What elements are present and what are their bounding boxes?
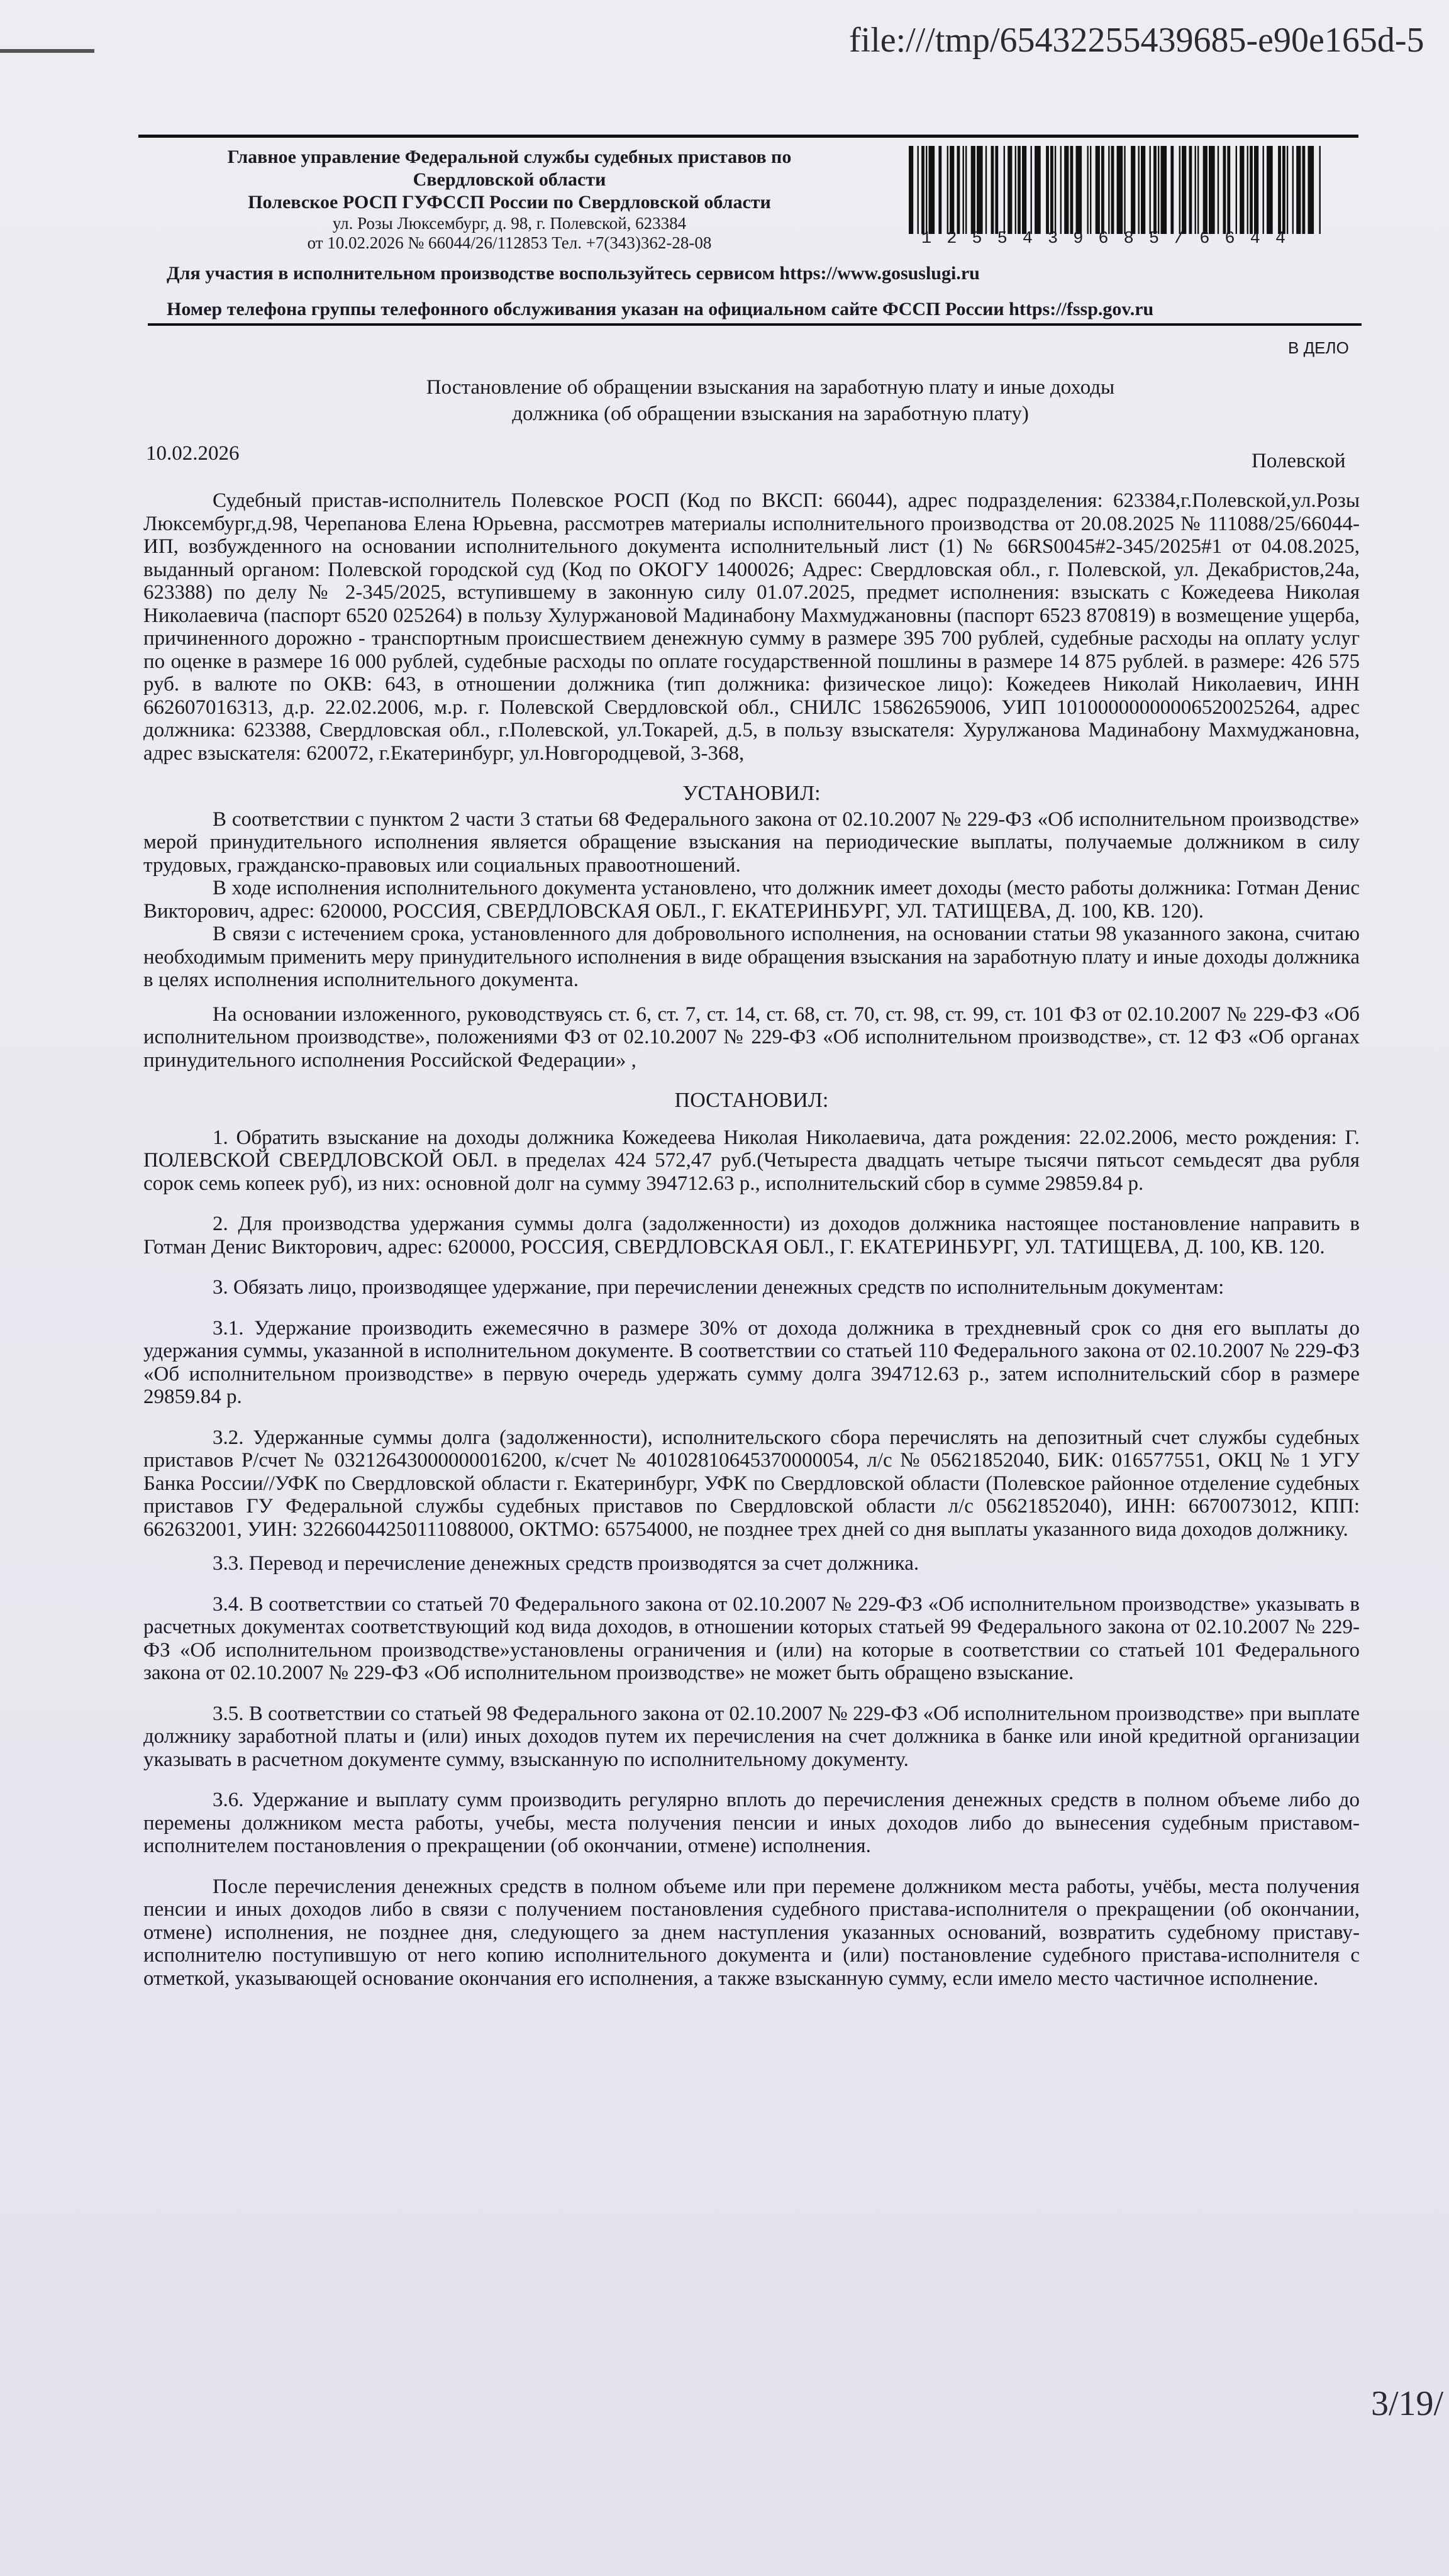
decision-item-3: 3. Обязать лицо, производящее удержание, при перечислении денежных средств по исполнительным документам: xyxy=(213,1276,1224,1299)
phone-note: Номер телефона группы телефонного обслуживания указан на официальном сайте ФССП России https://fssp.gov.ru xyxy=(167,299,1154,319)
header-rule-bottom xyxy=(148,323,1362,326)
decision-item-3-1: 3.1. Удержание производить ежемесячно в размере 30% от дохода должника в трехдневный срок со дня его выплаты до удержания суммы, указанной в исполнительном документе. В соответствии со статьей 110 Федерального закона от 02.10.2007 № 229-ФЗ «Об исполнительном производстве» в первую очередь удержать сумму долга 394712.63 р., затем исполнительский сбор в размере 29859.84 р. xyxy=(143,1316,1360,1408)
document-city: Полевской xyxy=(1252,450,1346,472)
org-block xyxy=(170,146,849,253)
established-p2: В ходе исполнения исполнительного документа установлено, что должник имеет доходы (место работы должника: Готман Денис Викторович, адрес: 620000, РОССИЯ, СВЕРДЛОВСКАЯ ОБЛ., Г. ЕКАТЕРИНБУРГ, УЛ. ТАТИЩЕВА, Д. 100, КВ. 120). xyxy=(143,877,1360,923)
file-url: file:///tmp/65432255439685-e90e165d-5 xyxy=(849,21,1424,60)
established-p4: На основании изложенного, руководствуясь ст. 6, ст. 7, ст. 14, ст. 68, ст. 70, ст. 98, ст. 99, ст. 101 ФЗ от 02.10.2007 № 229-ФЗ «Об исполнительном производстве», положениями ФЗ от 02.10.2007 № 229-ФЗ «Об исполнительном производстве», ст. 12 ФЗ «Об органах принудительного исполнения Российской Федерации» , xyxy=(143,1002,1360,1072)
barcode-number: 1255439685/6644 xyxy=(921,230,1301,248)
postanovil-heading: ПОСТАНОВИЛ: xyxy=(674,1089,829,1112)
document-body xyxy=(143,489,1360,1990)
decision-item-3-6: 3.6. Удержание и выплату сумм производить регулярно вплоть до перечисления денежных средств в полном объеме либо до перемены должником места работы, учебы, места получения пенсии и иных доходов либо до вынесения судебным приставом-исполнителем постановления о прекращении (об окончании, отмене) исполнения. xyxy=(143,1789,1360,1857)
v-delo-mark: В ДЕЛО xyxy=(1288,338,1349,357)
title-line1: Постановление об обращении взыскания на заработную плату и иные доходы xyxy=(426,376,1115,399)
org-ref: от 10.02.2026 № 66044/26/112853 Тел. +7(343)362-28-08 xyxy=(307,233,712,252)
decision-item-3-5: 3.5. В соответствии со статьей 98 Федерального закона от 02.10.2007 № 229-ФЗ «Об исполнительном производстве» при выплате должнику заработной платы и (или) иных доходов путем их перечисления на счет должника в банке или иной кредитной организации указывать в расчетном документе сумму, взысканную по исполнительному документу. xyxy=(143,1702,1360,1771)
org-line1: Главное управление Федеральной службы судебных приставов по xyxy=(227,147,792,167)
title-line2: должника (об обращении взыскания на заработную плату) xyxy=(512,402,1029,425)
document-title xyxy=(283,374,1258,427)
barcode xyxy=(909,146,1324,234)
decision-item-3-2: 3.2. Удержанные суммы долга (задолженности), исполнительского сбора перечислять на депозитный счет службы судебных приставов Р/счет № 03212643000000016200, к/счет № 40102810645370000054, л/с № 05621852040, БИК: 016577551, ОКЦ № 1 УГУ Банка России//УФК по Свердловской области г. Екатеринбург, УФК по Свердловской области (Полевское районное отделение судебных приставов ГУ Федеральной службы судебных приставов по Свердловской области л/с 05621852040), ИНН: 6670073012, КПП: 662632001, УИН: 32266044250111088000, ОКТМО: 65754000, не позднее трех дней со дня выплаты указанного вида доходов должнику. xyxy=(143,1426,1360,1541)
document-date: 10.02.2026 xyxy=(146,442,240,465)
org-line3: Полевское РОСП ГУФССП России по Свердловской области xyxy=(248,192,771,213)
org-address: ул. Розы Люксембург, д. 98, г. Полевской, 623384 xyxy=(332,214,687,233)
page-number: 3/19/ xyxy=(1371,2384,1444,2423)
established-p3: В связи с истечением срока, установленного для добровольного исполнения, на основании статьи 98 указанного закона, считаю необходимым применить меру принудительного исполнения в виде обращения взыскания на заработную плату и иные доходы должника в целях исполнения исполнительного документа. xyxy=(143,923,1360,991)
edge-mark xyxy=(0,49,94,53)
header-rule-top xyxy=(138,135,1358,138)
ustanovil-heading: УСТАНОВИЛ: xyxy=(682,782,821,805)
gosuslugi-note: Для участия в исполнительном производстве воспользуйтесь сервисом https://www.gosuslugi.ru xyxy=(167,263,980,284)
decision-item-3-4: 3.4. В соответствии со статьей 70 Федерального закона от 02.10.2007 № 229-ФЗ «Об исполнительном производстве» указывать в расчетных документах соответствующий код вида доходов, в отношении которых статьей 99 Федерального закона от 02.10.2007 № 229-ФЗ «Об исполнительном производстве»установлены ограничения и (или) на которые в соответствии со статьей 101 Федерального закона от 02.10.2007 № 229-ФЗ «Об исполнительном производстве» не может быть обращено взыскание. xyxy=(143,1592,1360,1684)
established-p1: В соответствии с пунктом 2 части 3 статьи 68 Федерального закона от 02.10.2007 № 229-ФЗ «Об исполнительном производстве» мерой принудительного исполнения является обращение взыскания на периодические выплаты, получаемые должником в силу трудовых, гражданско-правовых или социальных правоотношений. xyxy=(143,808,1360,877)
decision-item-1: 1. Обратить взыскание на доходы должника Кожедеева Николая Николаевича, дата рождения: 22.02.2006, место рождения: Г. ПОЛЕВСКОЙ СВЕРДЛОВСКОЙ ОБЛ. в пределах 424 572,47 руб.(Четыреста двадцать четыре тысячи пятьсот семьдесят два рубля сорок семь копеек руб), из них: основной долг на сумму 394712.63 р., исполнительский сбор в сумме 29859.84 р. xyxy=(143,1126,1360,1195)
decision-item-3-3: 3.3. Перевод и перечисление денежных средств производятся за счет должника. xyxy=(213,1552,919,1575)
final-paragraph: После перечисления денежных средств в полном объеме или при перемене должником места работы, учёбы, места получения пенсии и иных доходов либо в связи с получением постановления судебного пристава-исполнителя о прекращении (об окончании, отмене) исполнения, не позднее дня, следующего за днем наступления указанных оснований, возвратить судебному приставу-исполнителю поступившую от него копию исполнительного документа и (или) постановление судебного пристава-исполнителя с отметкой, указывающей основание окончания его исполнения, а также взысканную сумму, если имело место частичное исполнение. xyxy=(143,1875,1360,1990)
org-line2: Свердловской области xyxy=(413,169,606,190)
decision-item-2: 2. Для производства удержания суммы долга (задолженности) из доходов должника настоящее постановление направить в Готман Денис Викторович, адрес: 620000, РОССИЯ, СВЕРДЛОВСКАЯ ОБЛ., Г. ЕКАТЕРИНБУРГ, УЛ. ТАТИЩЕВА, Д. 100, КВ. 120. xyxy=(143,1213,1360,1258)
intro-paragraph: Судебный пристав-исполнитель Полевское РОСП (Код по ВКСП: 66044), адрес подразделения: 623384,г.Полевской,ул.Розы Люксембург,д.98, Черепанова Елена Юрьевна, рассмотрев материалы исполнительного производства от 20.08.2025 № 111088/25/66044-ИП, возбужденного на основании исполнительного документа исполнительный лист (1) № 66RS0045#2-345/2025#1 от 04.08.2025, выданный органом: Полевской городской суд (Код по ОКОГУ 1400026; Адрес: Свердловская обл., г. Полевской, ул. Декабристов,24а, 623388) по делу № 2-345/2025, вступившему в законную силу 01.07.2025, предмет исполнения: взыскать с Кожедеева Николая Николаевича (паспорт 6520 025264) в пользу Хулуржановой Мадинабону Махмуджановны (паспорт 6523 870819) в возмещение ущерба, причиненного дорожно - транспортным происшествием денежную сумму в размере 395 700 рублей, судебные расходы на оплату услуг по оценке в размере 16 000 рублей, судебные расходы по оплате государственной пошлины в размере 14 875 рублей. в размере: 426 575 руб. в валюте по ОКВ: 643, в отношении должника (тип должника: физическое лицо): Кожедеев Николай Николаевич, ИНН 662607016313, д.р. 22.02.2006, м.р. г. Полевской Свердловской обл., СНИЛС 15862659006, УИП 10100000000006520025264, адрес должника: 623388, Свердловская обл., г.Полевской, ул.Токарей, д.5, в пользу взыскателя: Хурулжанова Мадинабону Махмуджановна, адрес взыскателя: 620072, г.Екатеринбург, ул.Новгородцевой, 3-368, xyxy=(143,489,1360,765)
